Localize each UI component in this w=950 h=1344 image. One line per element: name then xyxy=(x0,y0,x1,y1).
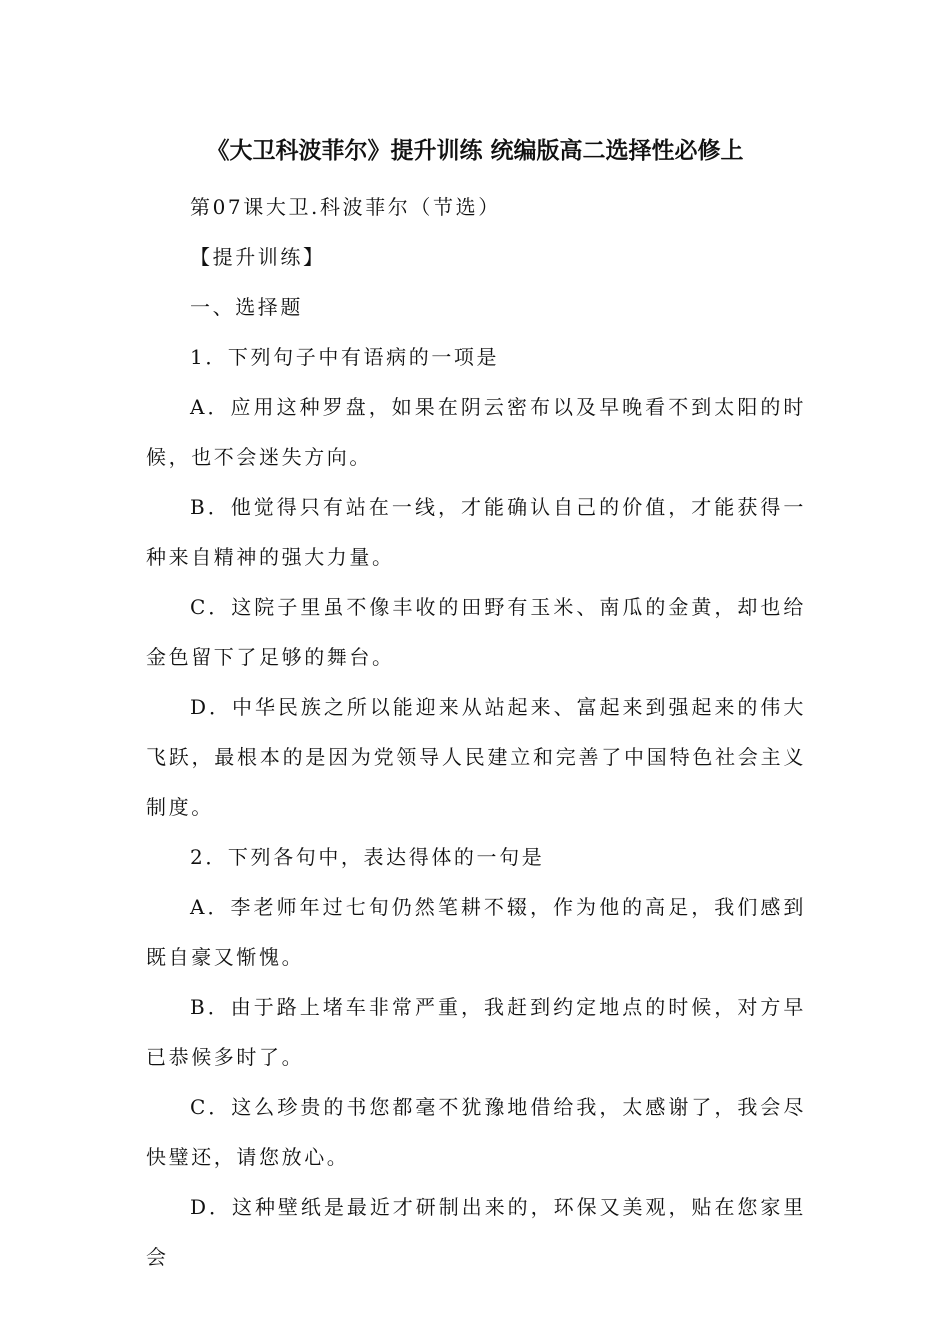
question-1-stem: 1．下列句子中有语病的一项是 xyxy=(190,345,500,369)
section-heading: 【提升训练】 xyxy=(190,245,326,269)
question-1-option-b: B．他觉得只有站在一线，才能确认自己的价值，才能获得一种来自精神的强大力量。 xyxy=(146,495,806,569)
question-2-option-b: B．由于路上堵车非常严重，我赶到约定地点的时候，对方早已恭候多时了。 xyxy=(146,995,806,1069)
part-heading: 一、选择题 xyxy=(190,295,303,319)
question-1-option-c: C．这院子里虽不像丰收的田野有玉米、南瓜的金黄，却也给金色留下了足够的舞台。 xyxy=(146,595,806,669)
question-2-option-d: D．这种壁纸是最近才研制出来的，环保又美观，贴在您家里会 xyxy=(146,1195,806,1269)
question-2-option-a: A．李老师年过七旬仍然笔耕不辍，作为他的高足，我们感到既自豪又惭愧。 xyxy=(146,895,806,969)
document-title: 《大卫科波菲尔》提升训练 统编版高二选择性必修上 xyxy=(206,138,744,164)
document-body xyxy=(146,182,806,1282)
lesson-heading: 第07课大卫.科波菲尔（节选） xyxy=(190,195,501,219)
question-1-option-a: A．应用这种罗盘，如果在阴云密布以及早晚看不到太阳的时候，也不会迷失方向。 xyxy=(146,395,806,469)
question-1-option-d: D．中华民族之所以能迎来从站起来、富起来到强起来的伟大飞跃，最根本的是因为党领导人民建立和完善了中国特色社会主义制度。 xyxy=(146,695,806,819)
question-2-option-c: C．这么珍贵的书您都毫不犹豫地借给我，太感谢了，我会尽快璧还，请您放心。 xyxy=(146,1095,806,1169)
question-2-stem: 2．下列各句中，表达得体的一句是 xyxy=(190,845,545,869)
